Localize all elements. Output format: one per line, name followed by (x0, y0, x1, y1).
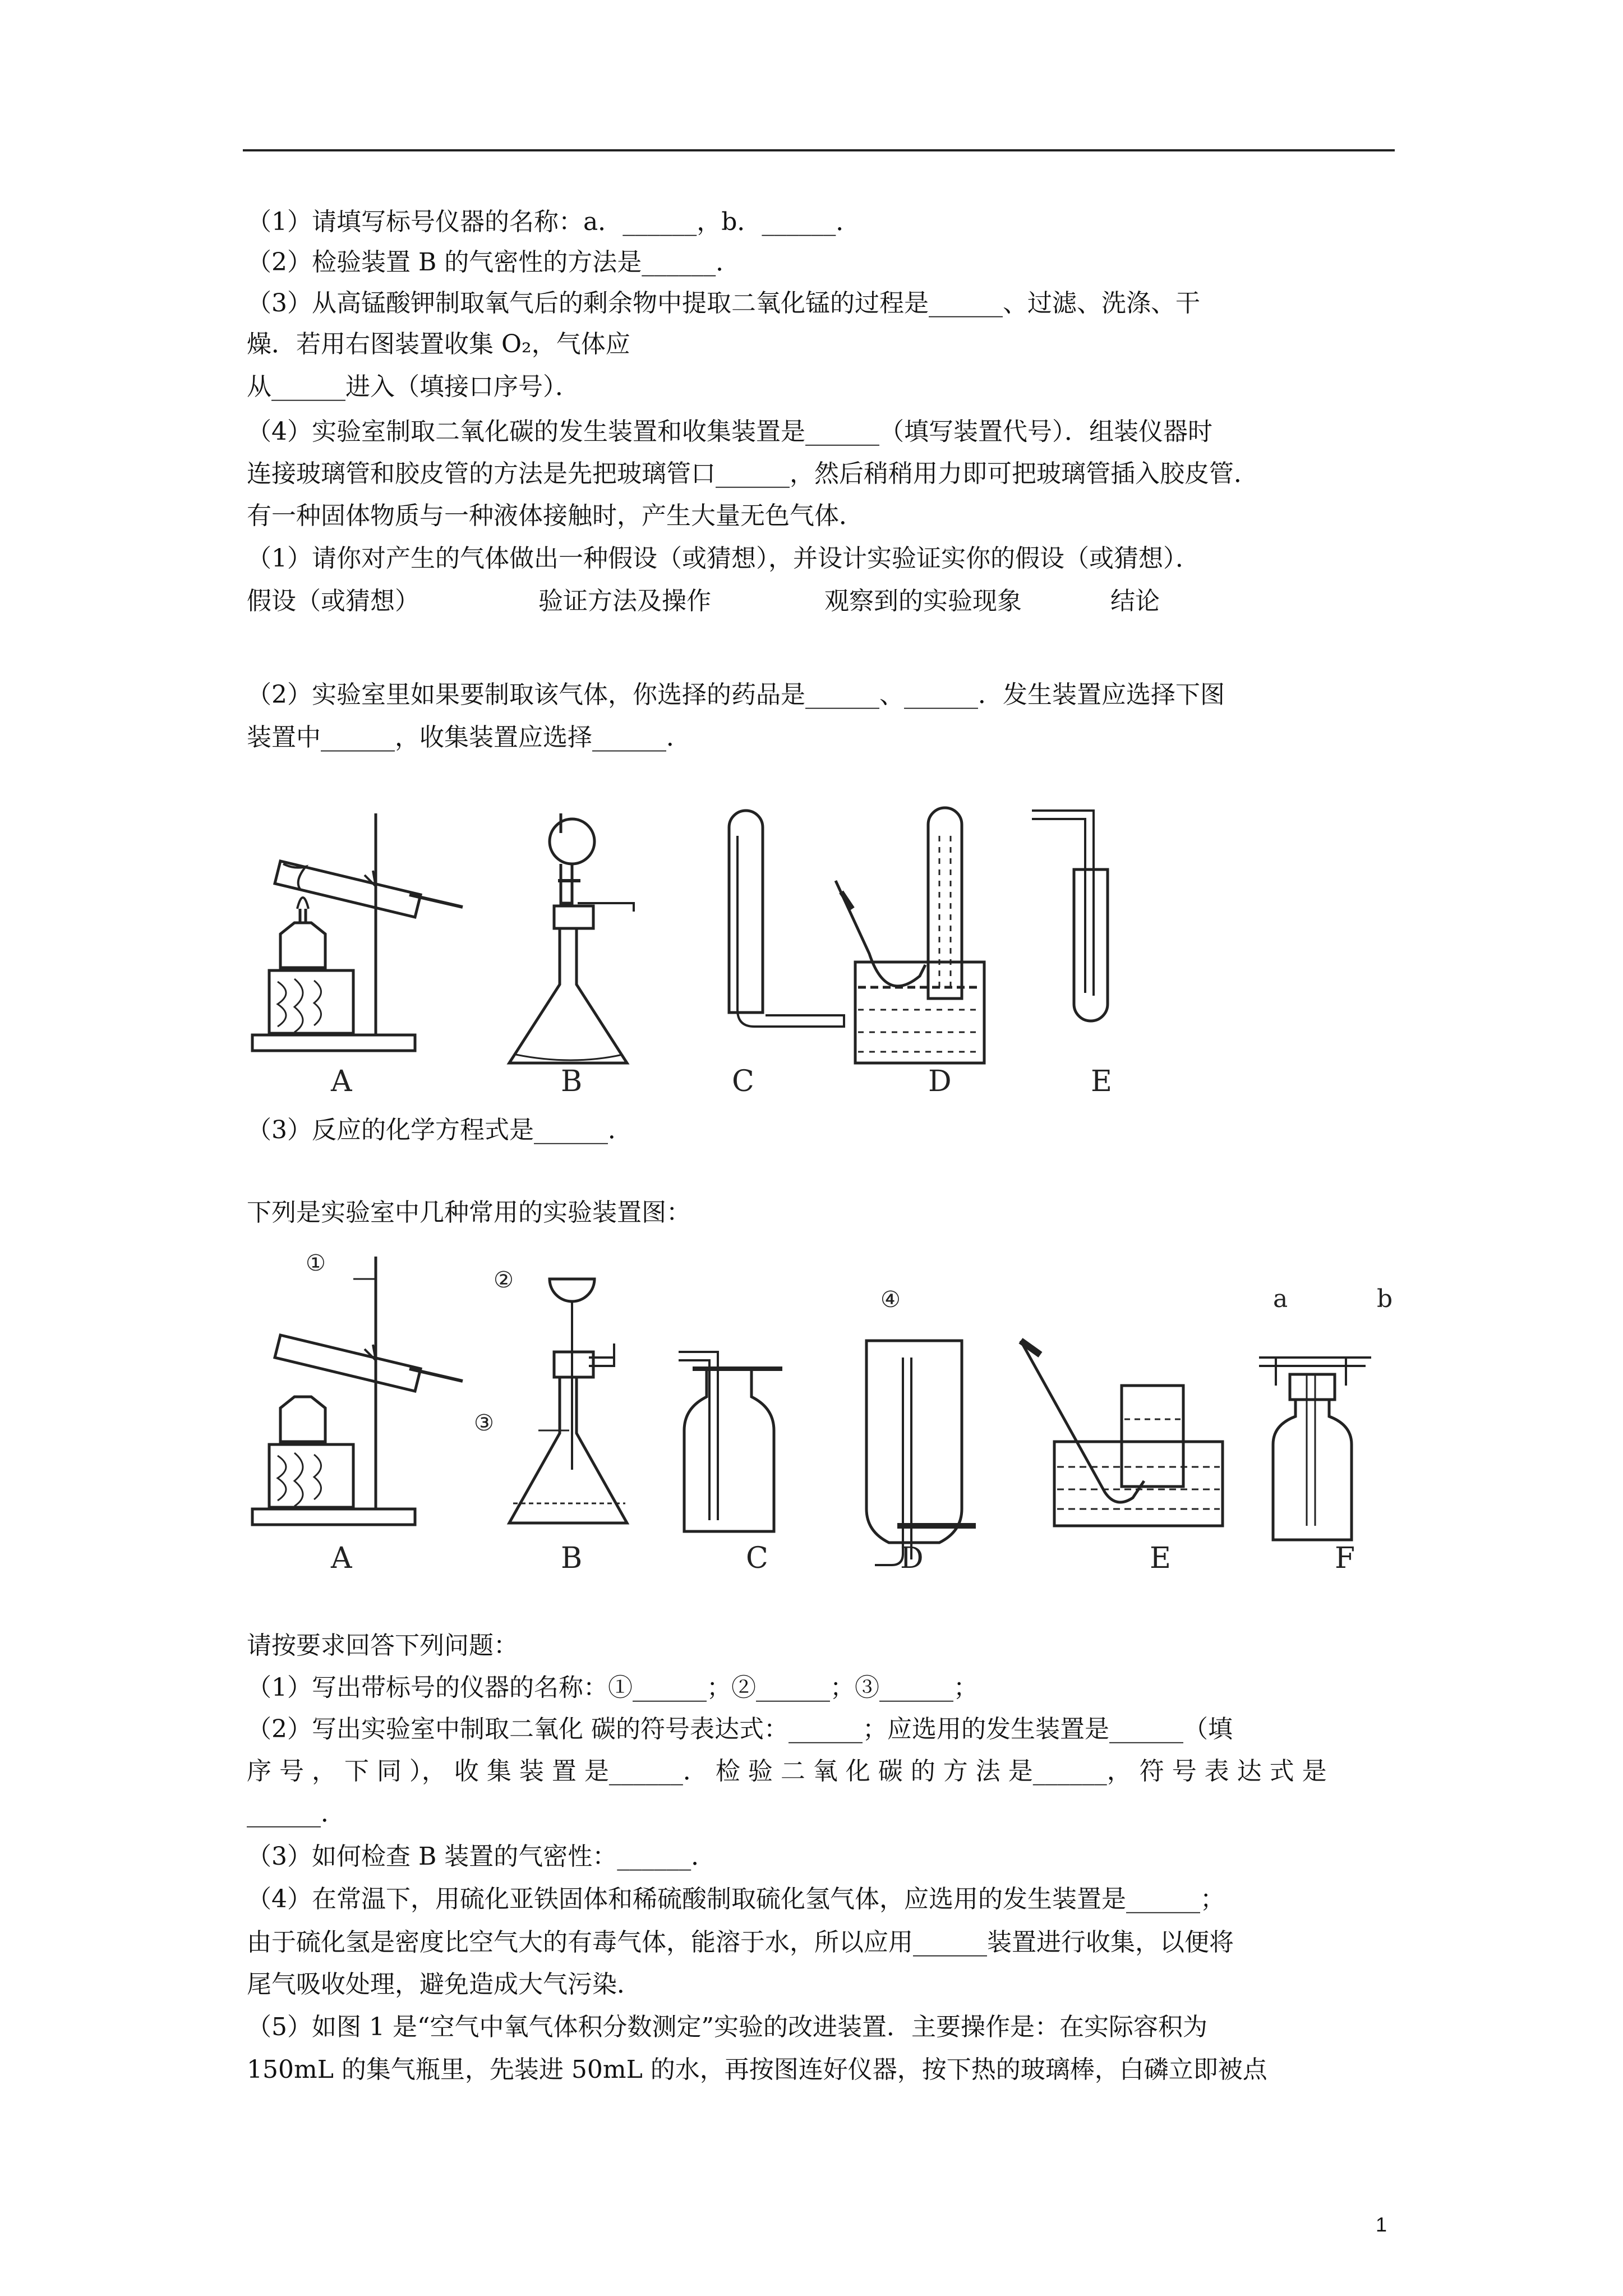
figure2-label-b: B (561, 1542, 583, 1575)
test-tube-e (1074, 869, 1108, 1021)
text-line: 序 号 ， 下 同 ）， 收 集 装 置 是______． 检 验 二 氧 化 碳 的 方 法 是______， 符 号 表 达 式 是 (247, 1757, 1327, 1786)
figure2-label-a: A (331, 1542, 352, 1575)
text-line: （3）反应的化学方程式是______． (247, 1116, 633, 1144)
collection-tube-c (729, 811, 763, 1013)
figure1-label-b: B (561, 1065, 583, 1098)
text-line: （2）检验装置 B 的气密性的方法是______． (247, 248, 741, 277)
text-line: 尾气吸收处理，避免造成大气污染． (247, 1970, 642, 1999)
table-header-cell: 假设（或猜想） (247, 587, 419, 615)
marker-4: ④ (880, 1287, 901, 1313)
table-header-cell: 结论 (1110, 587, 1160, 615)
inverted-tube-d (928, 808, 962, 999)
figure2-label-c: C (746, 1542, 768, 1575)
text-line: 150mL 的集气瓶里，先装进 50mL 的水，再按图连好仪器，按下热的玻璃棒，白磷立即被点 (247, 2055, 1267, 2084)
figure1-label-a: A (331, 1065, 352, 1098)
figure1-label-c: C (732, 1065, 754, 1098)
port-a-label: a (1273, 1285, 1288, 1313)
text-line: （1）写出带标号的仪器的名称：①______；②______；③______； (247, 1673, 978, 1702)
text-line: （4）在常温下，用硫化亚铁固体和稀硫酸制取硫化氢气体，应选用的发生装置是______； (247, 1885, 1225, 1913)
text-line: 从______进入（填接口序号）． (247, 372, 580, 401)
text-line: 请按要求回答下列问题： (247, 1631, 518, 1660)
conical-flask-b (509, 928, 627, 1063)
text-line: ______． (247, 1799, 345, 1828)
text-line: 连接玻璃管和胶皮管的方法是先把玻璃管口______，然后稍稍用力即可把玻璃管插入胶皮管． (247, 459, 1258, 488)
text-line: 燥．若用右图装置收集 O₂，气体应 (247, 330, 630, 358)
text-line: （2）实验室里如果要制取该气体，你选择的药品是______、______．发生装置应选择下图 (247, 680, 1225, 709)
page-number: 1 (1376, 2213, 1387, 2236)
text-line: 装置中______，收集装置应选择______． (247, 723, 691, 752)
table-header-cell: 观察到的实验现象 (824, 587, 1022, 615)
figure2-label-d: D (900, 1542, 924, 1575)
marker-3: ③ (474, 1410, 494, 1436)
text-line: （1）请你对产生的气体做出一种假设（或猜想），并设计实验证实你的假设（或猜想）． (247, 544, 1200, 573)
text-line: 由于硫化氢是密度比空气大的有毒气体，能溶于水，所以应用______装置进行收集，以便将 (247, 1928, 1234, 1957)
apparatus-figure-1 (247, 802, 1144, 1105)
test-tube-a (275, 861, 421, 917)
text-line: 下列是实验室中几种常用的实验装置图： (247, 1198, 691, 1227)
header-rule (243, 149, 1395, 151)
stand-base-a (252, 1035, 415, 1051)
text-line: （3）从高锰酸钾制取氧气后的剩余物中提取二氧化锰的过程是______、过滤、洗涤、干 (247, 289, 1200, 318)
marker-2: ② (494, 1267, 514, 1293)
text-line: （1）请填写标号仪器的名称：a．______，b．______． (247, 208, 861, 236)
text-line: 有一种固体物质与一种液体接触时，产生大量无色气体． (247, 501, 864, 530)
funnel-b (550, 813, 594, 864)
table-header (247, 589, 1160, 614)
marker-1: ① (306, 1250, 326, 1276)
port-b-label: b (1377, 1285, 1393, 1313)
apparatus-figure-2 (247, 1245, 1413, 1582)
text-line: （4）实验室制取二氧化碳的发生装置和收集装置是______（填写装置代号）．组装仪器时 (247, 417, 1212, 446)
table-header-cell: 验证方法及操作 (538, 587, 711, 615)
alcohol-lamp-a (280, 923, 325, 968)
text-line: （2）写出实验室中制取二氧化 碳的符号表达式：______；应选用的发生装置是______（填 (247, 1715, 1233, 1743)
figure1-label-e: E (1091, 1065, 1112, 1098)
figure2-label-e: E (1150, 1542, 1171, 1575)
text-line: （3）如何检查 B 装置的气密性：______． (247, 1842, 716, 1871)
figure2-label-f: F (1335, 1542, 1355, 1575)
figure1-label-d: D (928, 1065, 952, 1098)
text-line: （5）如图 1 是“空气中氧气体积分数测定”实验的改进装置．主要操作是：在实际容积为 (247, 2013, 1207, 2041)
